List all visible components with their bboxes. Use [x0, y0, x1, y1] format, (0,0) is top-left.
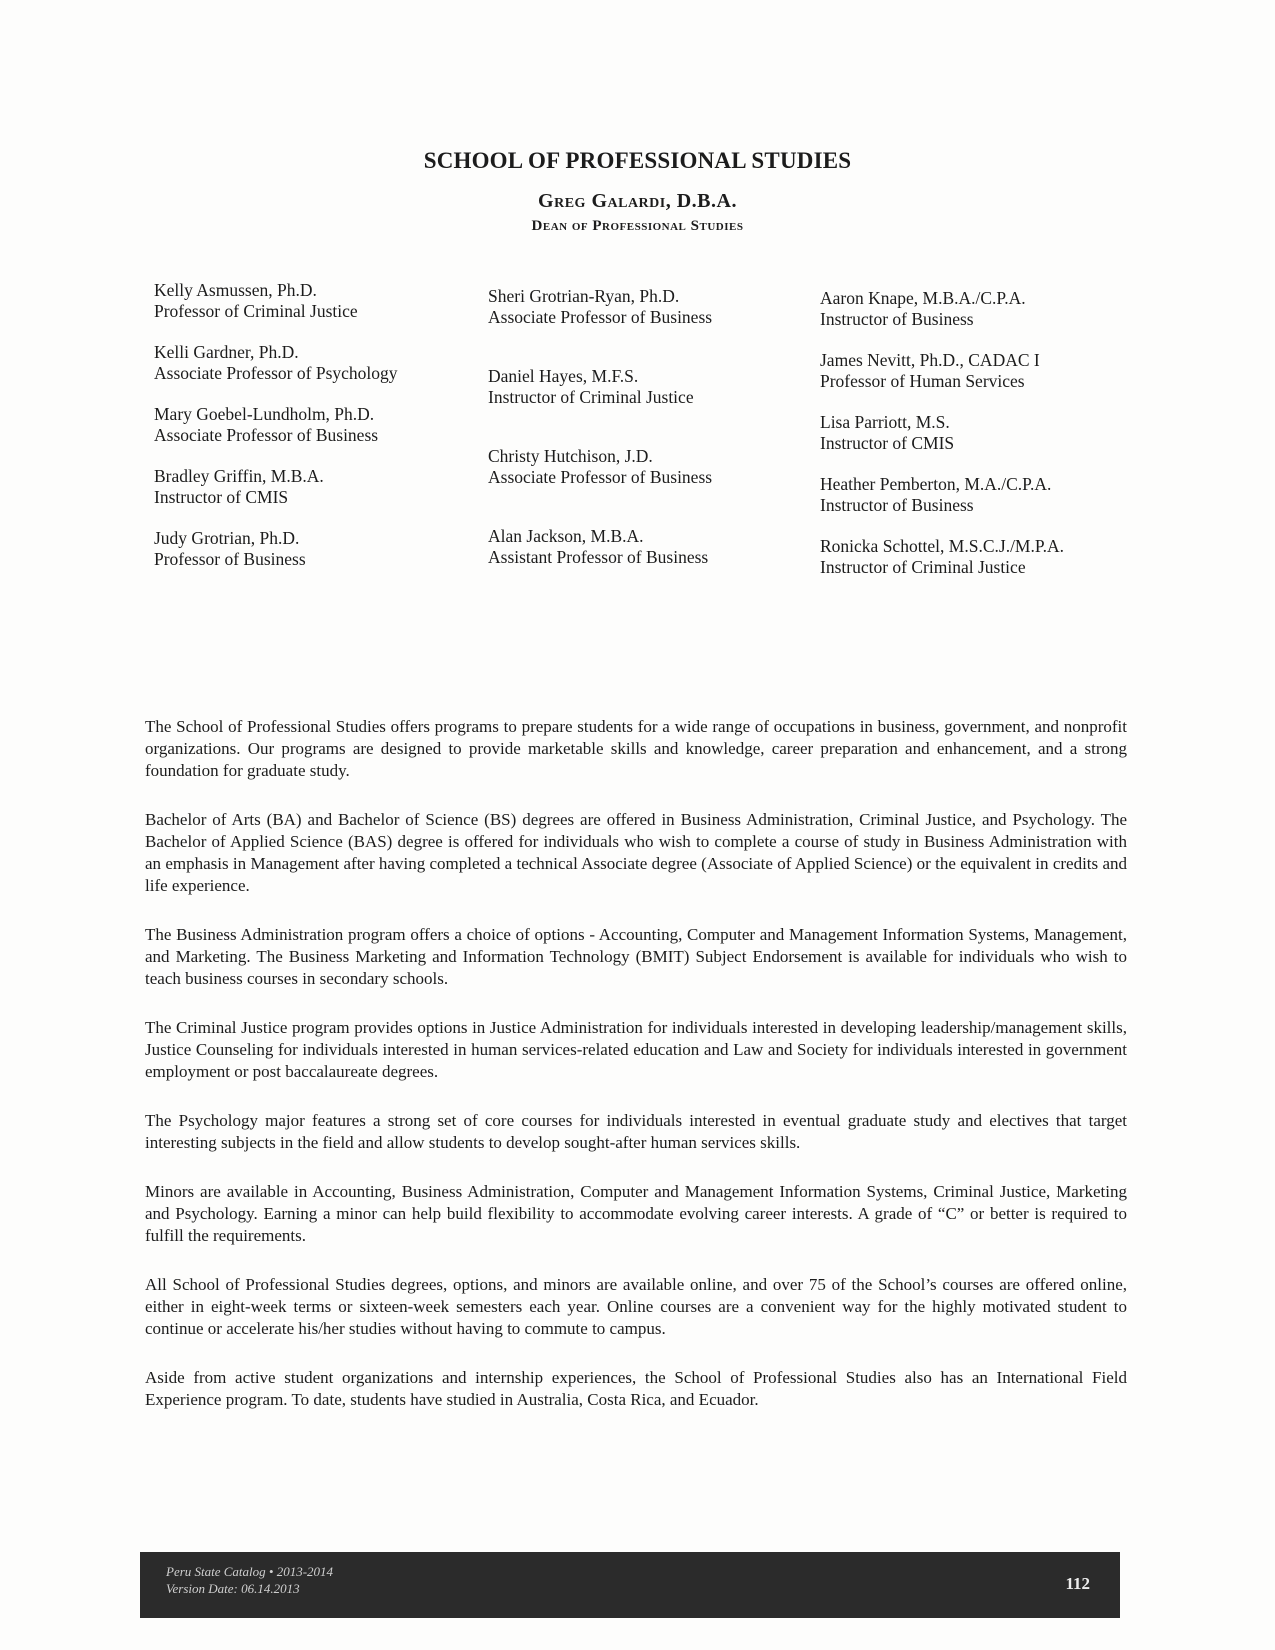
faculty-member: [154, 404, 444, 446]
faculty-role: Associate Professor of Business: [488, 467, 713, 487]
faculty-role: Instructor of CMIS: [154, 487, 289, 507]
faculty-member: [154, 280, 444, 322]
faculty-name: Bradley Griffin, M.B.A.: [154, 466, 324, 486]
faculty-name: Mary Goebel-Lundholm, Ph.D.: [154, 404, 375, 424]
faculty-member: [154, 466, 444, 508]
body-paragraph: Aside from active student organizations and internship experiences, the School of Professional Studies also has an International Field Experience program. To date, students have studied in Australia, Costa Rica, and Ecuador.: [145, 1368, 1127, 1409]
faculty-role: Assistant Professor of Business: [488, 547, 709, 567]
faculty-column-1: [154, 280, 444, 590]
faculty-name: Judy Grotrian, Ph.D.: [154, 528, 300, 548]
dean-title: Dean of Professional Studies: [531, 218, 744, 234]
body-paragraph: Bachelor of Arts (BA) and Bachelor of Science (BS) degrees are offered in Business Administration, Criminal Justice, and Psychology. The Bachelor of Applied Science (BAS) degree is offered for individuals who wish to complete a course of study in Business Administration with an emphasis in Management after having completed a technical Associate degree (Associate of Applied Science) or the equivalent in credits and life experience.: [145, 810, 1127, 895]
faculty-member: [154, 342, 444, 384]
faculty-role: Professor of Human Services: [820, 371, 1025, 391]
faculty-role: Professor of Business: [154, 549, 306, 569]
faculty-column-2: [488, 286, 788, 606]
faculty-role: Associate Professor of Psychology: [154, 363, 398, 383]
faculty-role: Instructor of CMIS: [820, 433, 955, 453]
page-number: 112: [1065, 1574, 1090, 1593]
faculty-name: Christy Hutchison, J.D.: [488, 446, 653, 466]
faculty-name: Kelli Gardner, Ph.D.: [154, 342, 299, 362]
faculty-member: [820, 536, 1140, 578]
footer-catalog-info: [166, 1563, 333, 1597]
faculty-role: Instructor of Business: [820, 495, 974, 515]
faculty-member: [820, 350, 1140, 392]
faculty-role: Associate Professor of Business: [154, 425, 379, 445]
faculty-name: James Nevitt, Ph.D., CADAC I: [820, 350, 1040, 370]
footer-bar: [140, 1552, 1120, 1618]
faculty-role: Instructor of Business: [820, 309, 974, 329]
body-paragraph: All School of Professional Studies degrees, options, and minors are available online, and over 75 of the School’s courses are offered online, either in eight-week terms or sixteen-week semesters each year. Online courses are a convenient way for the highly motivated student to continue or accelerate his/her studies without having to commute to campus.: [145, 1275, 1127, 1338]
page-title: SCHOOL OF PROFESSIONAL STUDIES: [423, 148, 852, 173]
body-paragraph: The Psychology major features a strong set of core courses for individuals interested in eventual graduate study and electives that target interesting subjects in the field and allow students to develop sought-after human services skills.: [145, 1111, 1127, 1152]
dean-name: Greg Galardi, D.B.A.: [538, 190, 737, 212]
body-paragraph: The Business Administration program offers a choice of options - Accounting, Computer and Management Information Systems, Management, and Marketing. The Business Marketing and Information Technology (BMIT) Subject Endorsement is available for individuals who wish to teach business courses in secondary schools.: [145, 925, 1127, 988]
faculty-member: [820, 288, 1140, 330]
faculty-column-3: [820, 288, 1140, 598]
faculty-member: [488, 286, 788, 328]
faculty-role: Associate Professor of Business: [488, 307, 713, 327]
faculty-name: Daniel Hayes, M.F.S.: [488, 366, 639, 386]
faculty-role: Instructor of Criminal Justice: [488, 387, 694, 407]
version-date: Version Date: 06.14.2013: [166, 1581, 300, 1596]
faculty-member: [820, 474, 1140, 516]
body-paragraph: The Criminal Justice program provides options in Justice Administration for individuals interested in developing leadership/management skills, Justice Counseling for individuals interested in human services-related education and Law and Society for individuals interested in government employment or post baccalaureate degrees.: [145, 1018, 1127, 1081]
faculty-name: Alan Jackson, M.B.A.: [488, 526, 644, 546]
faculty-member: [488, 446, 788, 488]
body-paragraph: Minors are available in Accounting, Business Administration, Computer and Management Information Systems, Criminal Justice, Marketing and Psychology. Earning a minor can help build flexibility to accommodate evolving career interests. A grade of “C” or better is required to fulfill the requirements.: [145, 1182, 1127, 1245]
faculty-name: Heather Pemberton, M.A./C.P.A.: [820, 474, 1052, 494]
program-description: [145, 716, 1127, 1438]
faculty-member: [154, 528, 444, 570]
body-paragraph: The School of Professional Studies offers programs to prepare students for a wide range of occupations in business, government, and nonprofit organizations. Our programs are designed to provide marketable skills and knowledge, career preparation and enhancement, and a strong foundation for graduate study.: [145, 717, 1127, 780]
faculty-name: Ronicka Schottel, M.S.C.J./M.P.A.: [820, 536, 1065, 556]
faculty-role: Instructor of Criminal Justice: [820, 557, 1026, 577]
catalog-title: Peru State Catalog • 2013-2014: [166, 1564, 334, 1579]
faculty-name: Sheri Grotrian-Ryan, Ph.D.: [488, 286, 680, 306]
faculty-role: Professor of Criminal Justice: [154, 301, 358, 321]
faculty-name: Kelly Asmussen, Ph.D.: [154, 280, 317, 300]
faculty-name: Lisa Parriott, M.S.: [820, 412, 950, 432]
faculty-member: [820, 412, 1140, 454]
faculty-member: [488, 526, 788, 568]
faculty-name: Aaron Knape, M.B.A./C.P.A.: [820, 288, 1026, 308]
faculty-member: [488, 366, 788, 408]
